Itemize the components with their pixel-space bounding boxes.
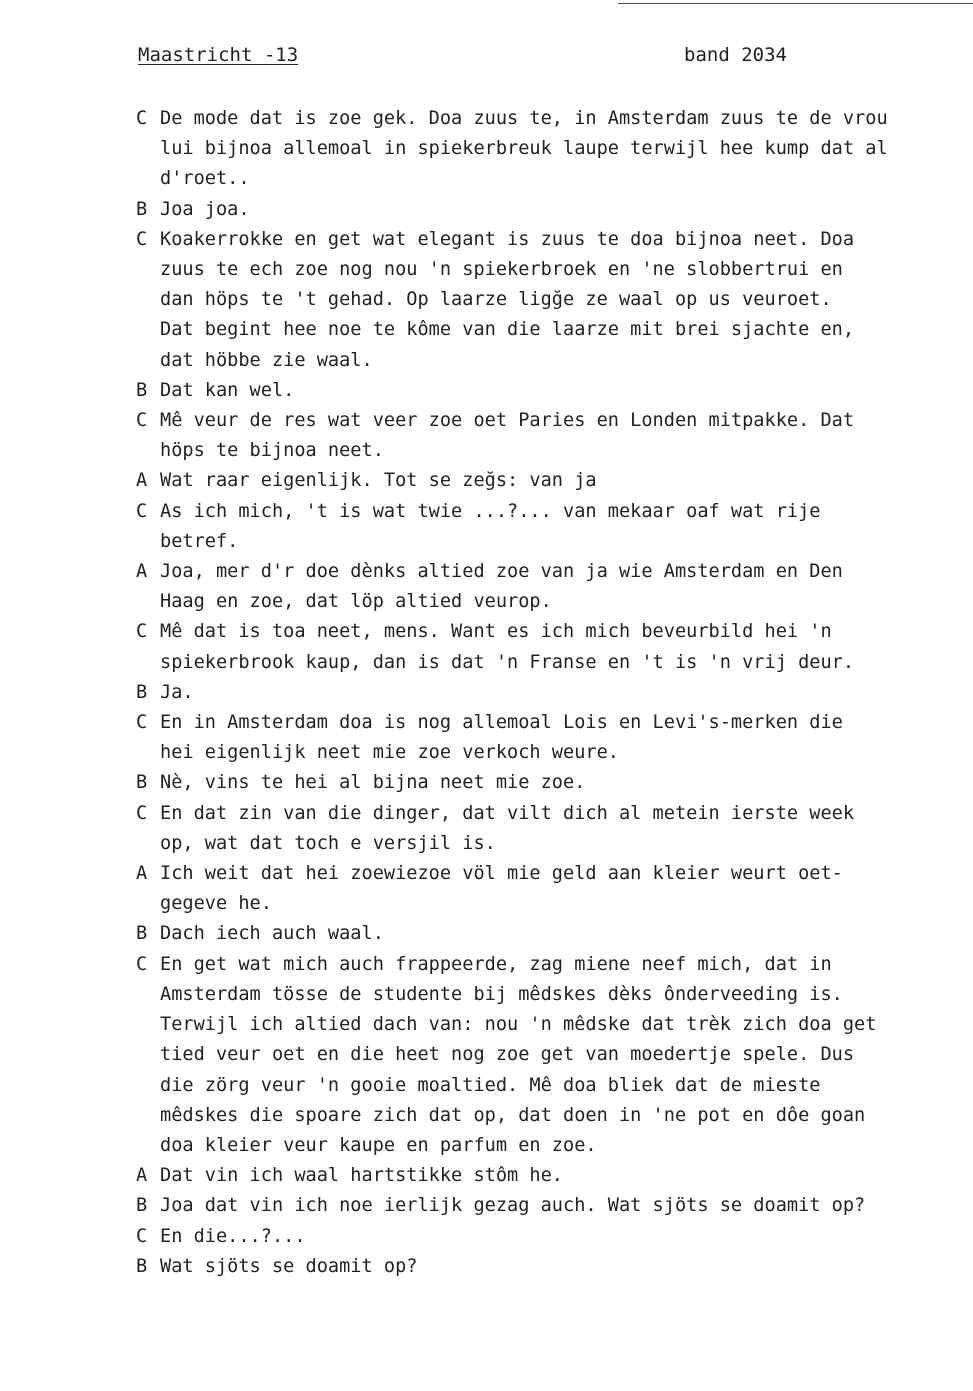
transcript-turn: [136, 1252, 966, 1282]
speaker-label: C: [136, 1225, 148, 1247]
transcript-turn: [136, 919, 966, 949]
speaker-label: C: [136, 228, 148, 250]
utterance-text: Wat sjöts se doamit op?: [160, 1255, 418, 1277]
utterance-text: Ich weit dat hei zoewiezoe völ mie geld aan kleier weurt oet- gegeve he.: [160, 863, 843, 915]
utterance-text: Dach iech auch waal.: [160, 923, 384, 945]
transcript-turn: [136, 557, 966, 617]
speaker-label: C: [136, 953, 148, 975]
transcript-turn: [136, 768, 966, 798]
top-rule: [618, 3, 973, 4]
speaker-label: B: [136, 923, 148, 945]
speaker-label: C: [136, 500, 148, 522]
utterance-text: Nè, vins te hei al bijna neet mie zoe.: [160, 772, 586, 794]
header-tape-number: band 2034: [684, 44, 787, 66]
utterance-text: Joa joa.: [160, 198, 250, 220]
utterance-text: Mê veur de res wat veer zoe oet Paries en Londen mitpakke. Dat höps te bijnoa neet.: [160, 410, 855, 462]
utterance-text: Ja.: [160, 681, 194, 703]
utterance-text: De mode dat is zoe gek. Doa zuus te, in Amsterdam zuus te de vrou lui bijnoa allemoal in spiekerbreuk laupe terwijl hee kump dat al d'roet..: [160, 108, 888, 190]
utterance-text: Koakerrokke en get wat elegant is zuus te doa bijnoa neet. Doa zuus te ech zoe nog nou 'n spiekerbroek en 'ne slobbertrui en dan höps te 't gehad. Op laarze ligğe ze waal op us veuroet. Dat begint hee noe te kôme van die laarze mit brei sjachte en, dat höbbe zie waal.: [160, 228, 855, 371]
transcript-turn: [136, 376, 966, 406]
speaker-label: B: [136, 772, 148, 794]
transcript-turn: [136, 195, 966, 225]
speaker-label: B: [136, 198, 148, 220]
utterance-text: En get wat mich auch frappeerde, zag miene neef mich, dat in Amsterdam tösse de studente bij mêdskes dèks ônderveeding is. Terwijl ich altied dach van: nou 'n mêdske dat trèk zich doa get tied veur oet en die heet nog zoe get van moedertje spele. Dus die zörg veur 'n gooie moaltied. Mê doa bliek dat de mieste mêdskes die spoare zich dat op, dat doen in 'ne pot en dôe goan doa kleier veur kaupe en parfum en zoe.: [160, 953, 877, 1156]
transcript-turn: [136, 1161, 966, 1191]
transcript: [136, 104, 966, 1282]
utterance-text: Dat kan wel.: [160, 379, 295, 401]
speaker-label: C: [136, 712, 148, 734]
transcript-turn: [136, 1191, 966, 1221]
page-header: [138, 44, 798, 70]
transcript-turn: [136, 617, 966, 677]
utterance-text: As ich mich, 't is wat twie ...?... van mekaar oaf wat rije betref.: [160, 500, 821, 552]
speaker-label: B: [136, 681, 148, 703]
speaker-label: B: [136, 379, 148, 401]
utterance-text: En die...?...: [160, 1225, 306, 1247]
speaker-label: C: [136, 410, 148, 432]
transcript-turn: [136, 225, 966, 376]
header-location: Maastricht -13: [138, 44, 299, 66]
speaker-label: C: [136, 108, 148, 129]
transcript-turn: [136, 406, 966, 466]
utterance-text: Wat raar eigenlijk. Tot se zeğs: van ja: [160, 470, 597, 492]
utterance-text: En dat zin van die dinger, dat vilt dich al metein ierste week op, wat dat toch e versjil is.: [160, 802, 855, 854]
speaker-label: A: [136, 561, 148, 583]
utterance-text: Joa, mer d'r doe dènks altied zoe van ja wie Amsterdam en Den Haag en zoe, dat löp altied veurop.: [160, 561, 843, 613]
transcript-turn: [136, 466, 966, 496]
utterance-text: Joa dat vin ich noe ierlijk gezag auch. Wat sjöts se doamit op?: [160, 1195, 866, 1217]
utterance-text: Mê dat is toa neet, mens. Want es ich mich beveurbild hei 'n spiekerbrook kaup, dan is dat 'n Franse en 't is 'n vrij deur.: [160, 621, 855, 673]
transcript-turn: [136, 859, 966, 919]
transcript-turn: [136, 497, 966, 557]
speaker-label: A: [136, 863, 148, 885]
transcript-turn: [136, 708, 966, 768]
transcript-turn: [136, 799, 966, 859]
utterance-text: En in Amsterdam doa is nog allemoal Lois en Levi's-merken die hei eigenlijk neet mie zoe verkoch weure.: [160, 712, 843, 764]
speaker-label: B: [136, 1255, 148, 1277]
speaker-label: B: [136, 1195, 148, 1217]
transcript-turn: [136, 678, 966, 708]
transcript-turn: [136, 950, 966, 1161]
speaker-label: A: [136, 1165, 148, 1187]
speaker-label: C: [136, 621, 148, 643]
speaker-label: A: [136, 470, 148, 492]
transcript-turn: [136, 104, 966, 195]
utterance-text: Dat vin ich waal hartstikke stôm he.: [160, 1165, 563, 1187]
transcript-turn: [136, 1222, 966, 1252]
speaker-label: C: [136, 802, 148, 824]
